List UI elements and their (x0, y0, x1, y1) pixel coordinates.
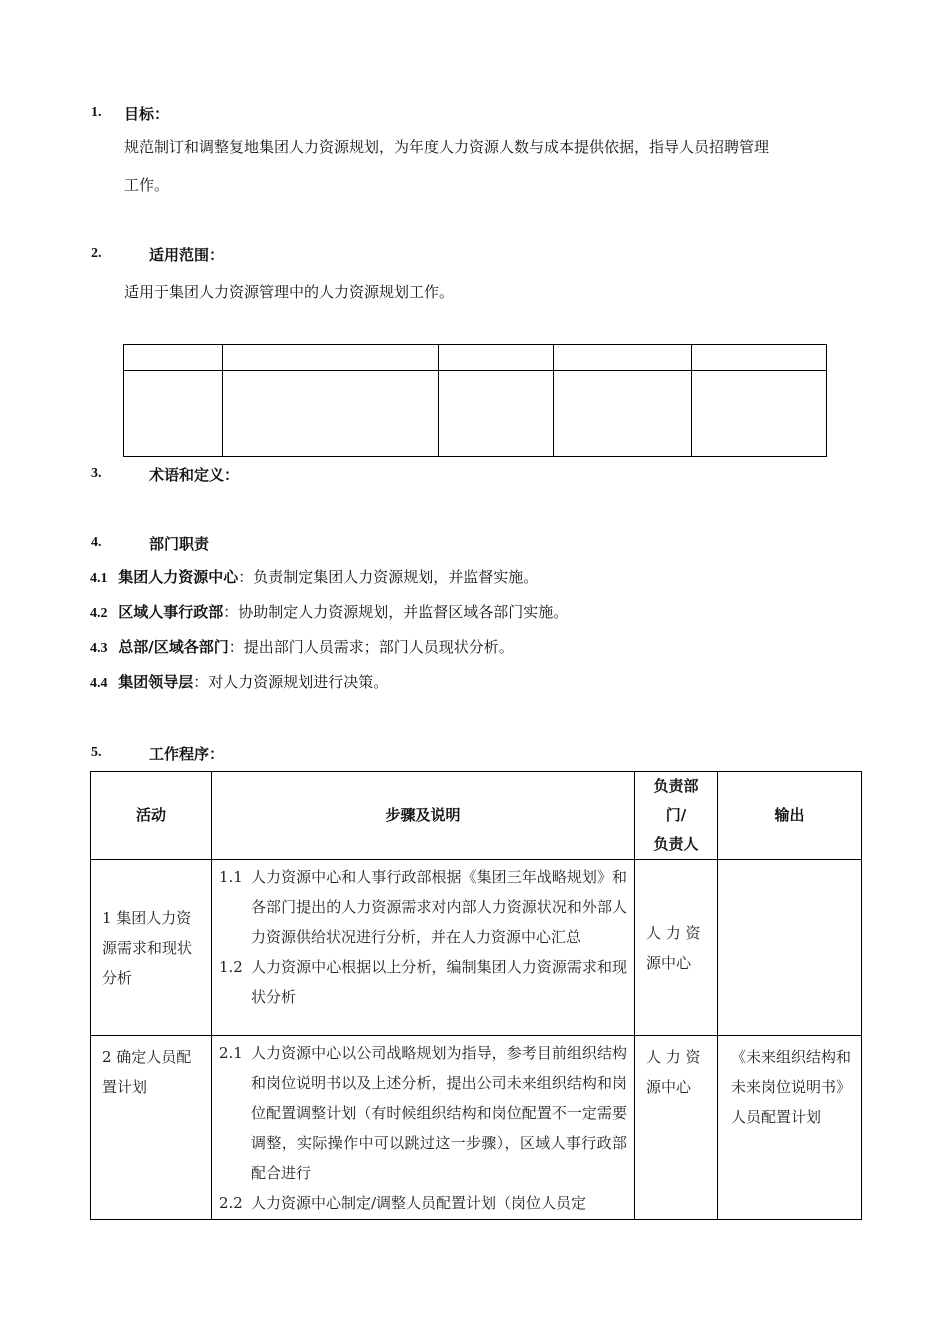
section-1-number: 1. (91, 105, 102, 120)
table-row (91, 860, 862, 1036)
output-cell (718, 1036, 862, 1220)
activity-cell (91, 1036, 212, 1220)
step-item (213, 1188, 633, 1218)
step-text: 人力资源中心以公司战略规划为指导，参考目前组织结构和岗位说明书以及上述分析，提出公司未来组织结构和岗位配置调整计划（有时候组织结构和岗位配置不一定需要调整，实际操作中可以跳过这一步骤），区域人事行政部配合进行 (251, 1044, 627, 1182)
duty-item-text: ：对人力资源规划进行决策。 (193, 673, 389, 691)
section-2-body: 适用于集团人力资源管理中的人力资源规划工作。 (124, 283, 455, 301)
output-text (719, 861, 860, 866)
steps-cell (212, 1036, 635, 1220)
table-row (91, 1036, 862, 1220)
empty-cell (124, 345, 223, 371)
step-number: 1.2 (219, 958, 243, 976)
duty-item-label: 集团人力资源中心 (118, 568, 239, 586)
empty-cell (124, 371, 223, 457)
step-number: 2.1 (219, 1044, 243, 1062)
activity-text: 1 集团人力资源需求和现状分析 (102, 908, 193, 987)
header-steps: 步骤及说明 (212, 772, 635, 860)
section-5-title: 工作程序： (149, 745, 225, 763)
table-header-row (91, 772, 862, 860)
header-dept (635, 772, 718, 860)
empty-cell (692, 371, 827, 457)
step-item (213, 862, 633, 952)
empty-cell (439, 371, 554, 457)
duty-item (90, 636, 514, 657)
duty-item-text: ：提出部门人员需求；部门人员现状分析。 (228, 638, 514, 656)
section-2-title: 适用范围： (149, 246, 225, 264)
empty-cell (554, 345, 692, 371)
duty-item (90, 566, 538, 587)
activity-cell (91, 860, 212, 1036)
steps-cell (212, 860, 635, 1036)
step-item (213, 1038, 633, 1188)
header-output: 输出 (718, 772, 862, 860)
dept-cell (635, 1036, 718, 1220)
header-dept-line: 负责人 (653, 835, 699, 853)
section-3-title: 术语和定义： (149, 466, 240, 484)
duty-item-number: 4.2 (90, 606, 108, 621)
procedure-table (90, 771, 862, 1220)
output-cell (718, 860, 862, 1036)
duty-item-number: 4.1 (90, 571, 108, 586)
section-1-body-line1: 规范制订和调整复地集团人力资源规划，为年度人力资源人数与成本提供依据，指导人员招聘管理 (124, 138, 770, 156)
duty-item-label: 集团领导层 (118, 673, 194, 691)
header-dept-line: 门/ (665, 806, 687, 824)
section-5-number: 5. (91, 745, 102, 760)
duty-item-label: 总部/区域各部门 (118, 638, 229, 656)
step-number: 2.2 (219, 1194, 243, 1212)
header-activity: 活动 (91, 772, 212, 860)
step-text: 人力资源中心和人事行政部根据《集团三年战略规划》和各部门提出的人力资源需求对内部人力资源状况和外部人力资源供给状况进行分析，并在人力资源中心汇总 (251, 868, 627, 946)
empty-cell (554, 371, 692, 457)
empty-cell (692, 345, 827, 371)
dept-cell (635, 860, 718, 1036)
section-1-title: 目标： (124, 105, 170, 123)
header-dept-line: 负责部 (653, 777, 699, 795)
duty-item-number: 4.3 (90, 641, 108, 656)
empty-cell (223, 345, 439, 371)
step-text: 人力资源中心制定/调整人员配置计划（岗位人员定 (251, 1194, 587, 1212)
output-text: 人员配置计划 (731, 1108, 822, 1126)
step-number: 1.1 (219, 868, 243, 886)
duty-item-text: ：负责制定集团人力资源规划，并监督实施。 (238, 568, 539, 586)
step-item (213, 952, 633, 1012)
section-4-title: 部门职责 (149, 535, 210, 553)
empty-cell (223, 371, 439, 457)
section-4-number: 4. (91, 535, 102, 550)
section-3-number: 3. (91, 466, 102, 481)
duty-item-number: 4.4 (90, 676, 108, 691)
section-2-number: 2. (91, 246, 102, 261)
dept-text: 人 力 资源中心 (646, 1048, 701, 1096)
duty-item (90, 601, 568, 622)
duty-item-label: 区域人事行政部 (118, 603, 224, 621)
duty-item (90, 671, 388, 692)
output-text: 《未来组织结构和未来岗位说明书》 (731, 1048, 852, 1096)
section-1-body-line2: 工作。 (124, 176, 170, 194)
empty-cell (439, 345, 554, 371)
dept-text: 人 力 资源中心 (646, 923, 701, 972)
activity-text: 2 确定人员配置计划 (102, 1048, 192, 1096)
step-text: 人力资源中心根据以上分析，编制集团人力资源需求和现状分析 (251, 958, 627, 1006)
duty-item-text: ：协助制定人力资源规划，并监督区域各部门实施。 (223, 603, 569, 621)
empty-table (123, 344, 827, 457)
